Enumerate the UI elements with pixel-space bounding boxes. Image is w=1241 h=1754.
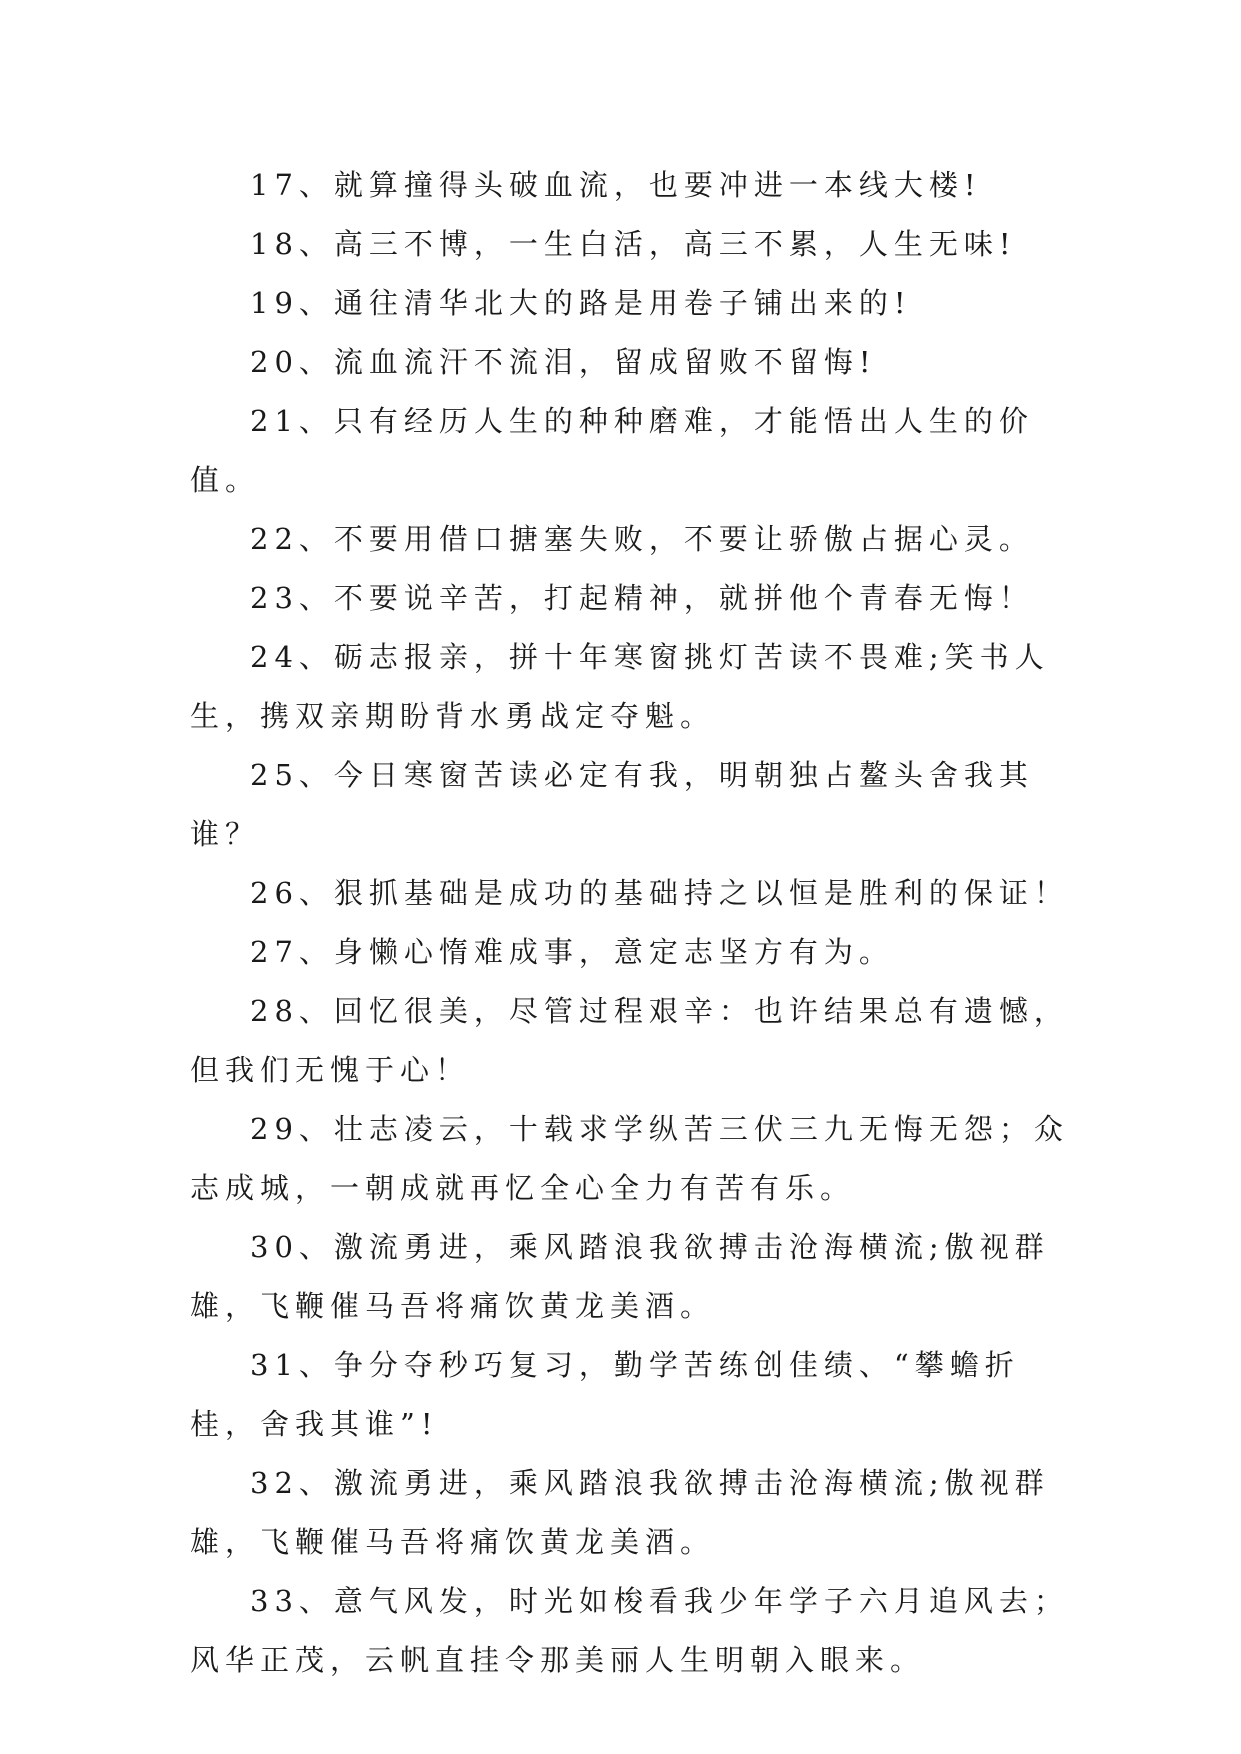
paragraph-32: 32、激流勇进，乘风踏浪我欲搏击沧海横流;傲视群雄，飞鞭催马吾将痛饮黄龙美酒。 — [190, 1466, 1050, 1559]
paragraph-33: 33、意气风发，时光如梭看我少年学子六月追风去；风华正茂，云帆直挂令那美丽人生明朝入眼来。 — [190, 1584, 1069, 1677]
paragraph-28: 28、回忆很美，尽管过程艰辛：也许结果总有遗憾，但我们无愧于心！ — [190, 994, 1069, 1087]
paragraph-17: 17、就算撞得头破血流，也要冲进一本线大楼! — [250, 168, 982, 202]
paragraph-18: 18、高三不博，一生白活，高三不累，人生无味! — [250, 227, 1017, 261]
paragraph-24: 24、砺志报亲，拼十年寒窗挑灯苦读不畏难;笑书人生，携双亲期盼背水勇战定夺魁。 — [190, 640, 1050, 733]
paragraph-19: 19、通往清华北大的路是用卷子铺出来的! — [250, 286, 912, 320]
paragraph-21: 21、只有经历人生的种种磨难，才能悟出人生的价值。 — [190, 404, 1034, 497]
document-body — [190, 156, 1070, 1690]
paragraph-20: 20、流血流汗不流泪，留成留败不留悔! — [250, 345, 877, 379]
paragraph-26: 26、狠抓基础是成功的基础持之以恒是胜利的保证！ — [250, 876, 1069, 910]
paragraph-31: 31、争分夺秒巧复习，勤学苦练创佳绩、“攀蟾折桂，舍我其谁”! — [190, 1348, 1020, 1441]
paragraph-29: 29、壮志凌云，十载求学纵苦三伏三九无悔无怨；众志成城，一朝成就再忆全心全力有苦有乐。 — [190, 1112, 1069, 1205]
paragraph-22: 22、不要用借口搪塞失败，不要让骄傲占据心灵。 — [250, 522, 1034, 556]
paragraph-30: 30、激流勇进，乘风踏浪我欲搏击沧海横流;傲视群雄，飞鞭催马吾将痛饮黄龙美酒。 — [190, 1230, 1050, 1323]
paragraph-23: 23、不要说辛苦，打起精神，就拼他个青春无悔！ — [250, 581, 1034, 615]
paragraph-27: 27、身懒心惰难成事，意定志坚方有为。 — [250, 935, 894, 969]
paragraph-25: 25、今日寒窗苦读必定有我，明朝独占鳌头舍我其谁？ — [190, 758, 1034, 851]
